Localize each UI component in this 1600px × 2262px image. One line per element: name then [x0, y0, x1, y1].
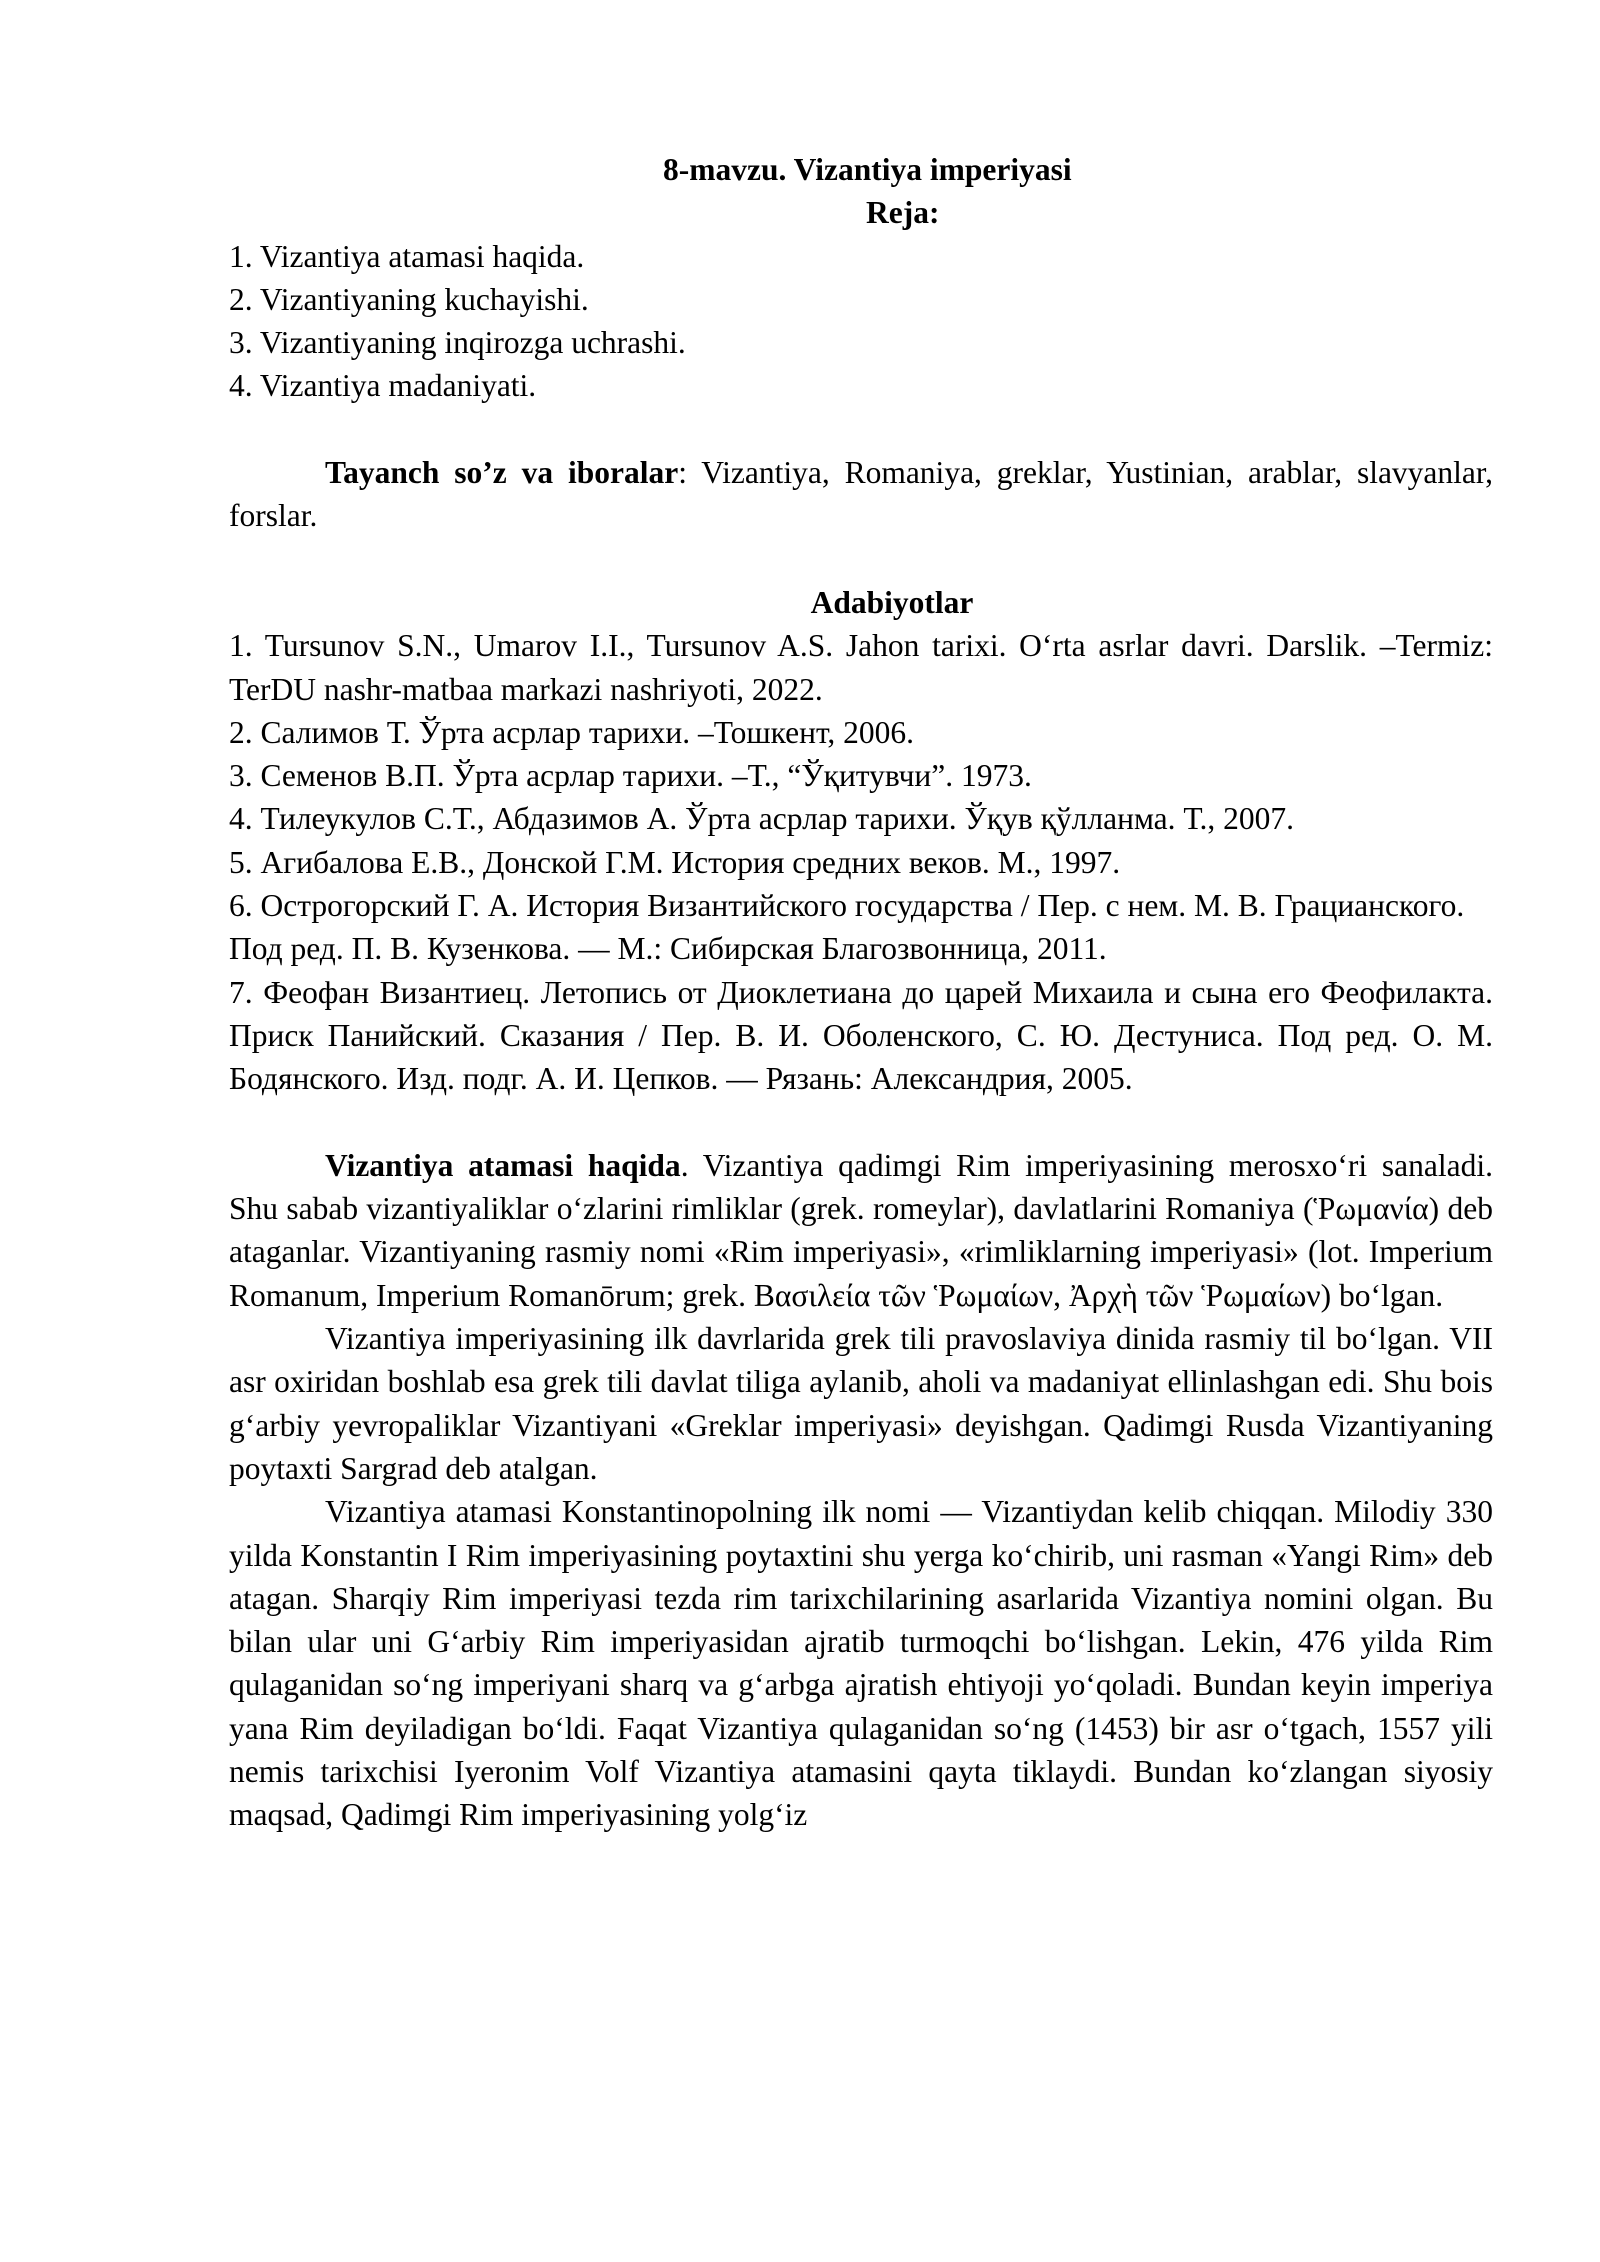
literature-heading: Adabiyotlar	[810, 584, 974, 620]
literature-item: 5. Агибалова Е.В., Донской Г.М. История средних веков. М., 1997.	[229, 844, 1121, 880]
literature-item: 6. Острогорский Г. А. История Византийского государства / Пер. с нем. М. В. Грацианского. Под ред. П. В. Кузенкова. — М.: Сибирская Благозвонница, 2011.	[229, 888, 1465, 967]
plan-item: 1. Vizantiya atamasi haqida.	[229, 238, 585, 274]
document-page	[229, 148, 1493, 1837]
blank-line	[229, 538, 1493, 581]
body-paragraph: Vizantiya atamasi Konstantinopolning ilk nomi — Vizantiydan kelib chiqqan. Milodiy 330 yilda Konstantin I Rim imperiyasining poytaxtini shu yerga ko‘chirib, uni rasman «Yangi Rim» deb atagan. Sharqiy Rim imperiyasi tezda rim tarixchilarining asarlarida Vizantiya nomini olgan. Bu bilan ular uni G‘arbiy Rim imperiyasidan ajratib turmoqchi bo‘lishgan. Lekin, 476 yilda Rim qulaganidan so‘ng imperiyani sharq va g‘arbga ajratish ehtiyoji yo‘qoladi. Bundan keyin imperiya yana Rim deyiladigan bo‘ldi. Faqat Vizantiya qulaganidan so‘ng (1453) bir asr o‘tgach, 1557 yili nemis tarixchisi Iyeronim Volf Vizantiya atamasini qayta tiklaydi. Bundan ko‘zlangan siyosiy maqsad, Qadimgi Rim imperiyasining yolg‘iz	[229, 1494, 1493, 1833]
blank-line	[229, 1101, 1493, 1144]
keywords-paragraph	[229, 451, 1493, 538]
page-title: 8-mavzu. Vizantiya imperiyasi	[663, 152, 1072, 187]
plan-heading: Reja:	[866, 195, 940, 231]
plan-item: 3. Vizantiyaning inqirozga uchrashi.	[229, 325, 686, 361]
body-paragraph: Vizantiya imperiyasining ilk davrlarida grek tili pravoslaviya dinida rasmiy til bo‘lgan. VII asr oxiridan boshlab esa grek tili davlat tiliga aylanib, aholi va madaniyat ellinlashgan edi. Shu bois g‘arbiy yevropaliklar Vizantiyani «Greklar imperiyasi» deyishgan. Qadimgi Rusda Vizantiyaning poytaxti Sargrad deb atalgan.	[229, 1321, 1493, 1486]
blank-line	[229, 408, 1493, 451]
literature-item: 7. Феофан Византиец. Летопись от Диоклетиана до царей Михаила и сына его Феофилакта. Приск Панийский. Сказания / Пер. В. И. Оболенского, С. Ю. Дестуниса. Под ред. О. М. Бодянского. Изд. подг. А. И. Цепков. — Рязань: Александрия, 2005.	[229, 974, 1493, 1097]
literature-list	[229, 624, 1493, 1100]
keywords-text: : Vizantiya, Romaniya, greklar, Yustinian, arablar, slavyanlar, forslar.	[229, 455, 1494, 534]
literature-item: 1. Tursunov S.N., Umarov I.I., Tursunov A.S. Jahon tarixi. O‘rta asrlar davri. Darslik. –Termiz: TerDU nashr-matbaa markazi nashriyoti, 2022.	[229, 628, 1493, 707]
keywords-label: Tayanch so’z va iboralar	[325, 455, 679, 491]
plan-item: 2. Vizantiyaning kuchayishi.	[229, 281, 589, 317]
literature-item: 4. Тилеукулов С.Т., Абдазимов А. Ўрта асрлар тарихи. Ўқув қўлланма. Т., 2007.	[229, 801, 1294, 837]
literature-item: 2. Салимов Т. Ўрта асрлар тарихи. –Тошкент, 2006.	[229, 714, 914, 750]
plan-item: 4. Vizantiya madaniyati.	[229, 368, 537, 404]
literature-item: 3. Семенов В.П. Ўрта асрлар тарихи. –Т., “Ўқитувчи”. 1973.	[229, 758, 1032, 794]
body-paragraph	[229, 1144, 1493, 1317]
plan-list	[229, 235, 1493, 408]
section-paragraph-text: . Vizantiya qadimgi Rim imperiyasining merosxo‘ri sanaladi. Shu sabab vizantiyaliklar o‘zlarini rimliklar (grek. romeylar), davlatlarini Romaniya (Ῥωμανία) deb ataganlar. Vizantiyaning rasmiy nomi «Rim imperiyasi», «rimliklarning imperiyasi» (lot. Imperium Romanum, Imperium Romanōrum; grek. Βασιλεία τῶν Ῥωμαίων, Ἀρχὴ τῶν Ῥωμαίων) bo‘lgan.	[229, 1147, 1493, 1313]
section-label: Vizantiya atamasi haqida	[325, 1147, 681, 1183]
